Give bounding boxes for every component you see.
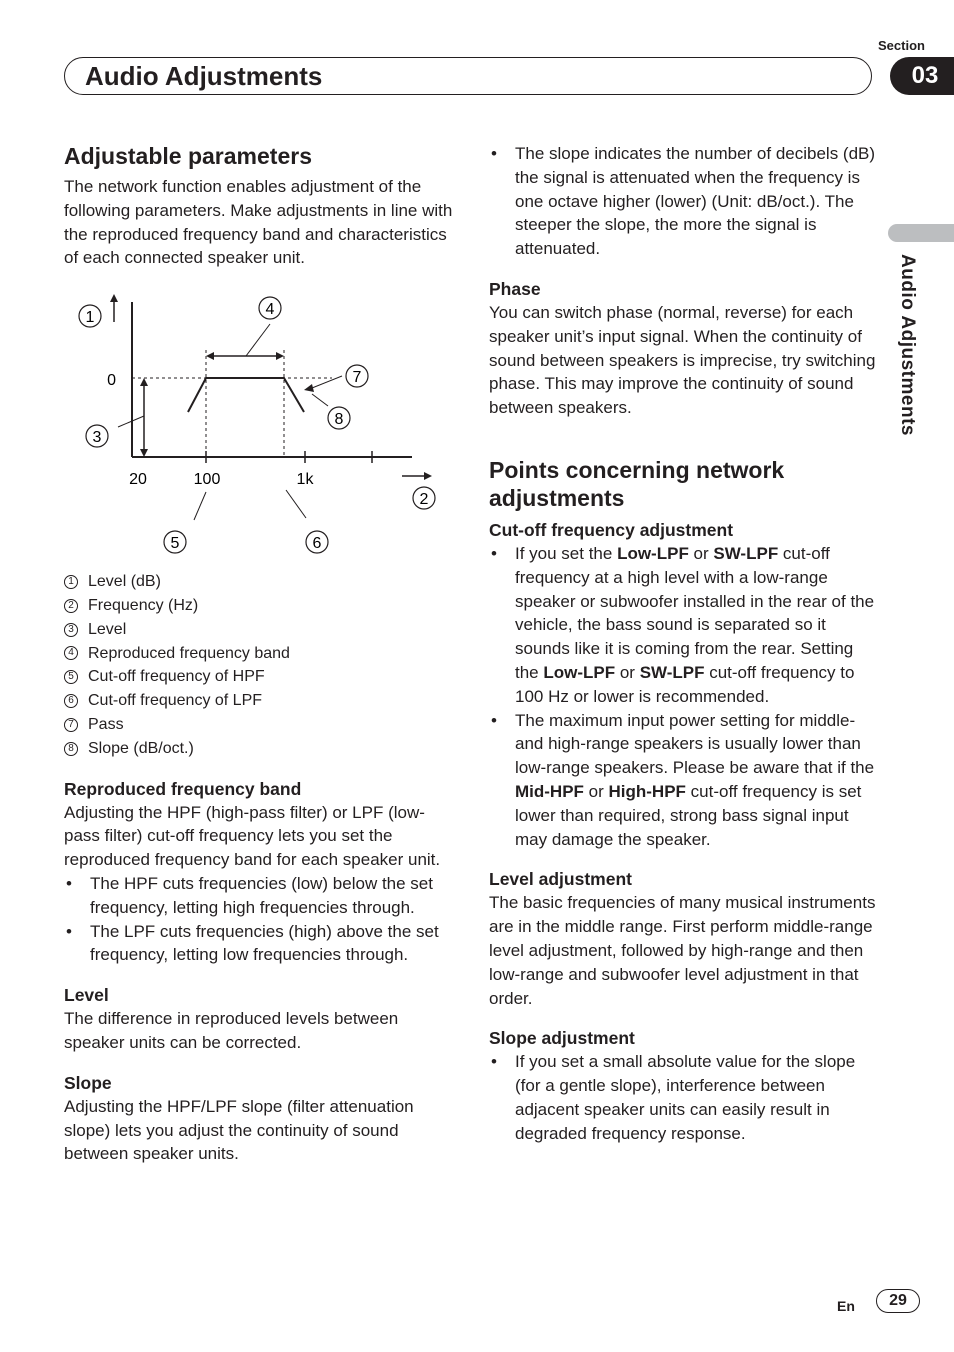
svg-text:1: 1: [85, 309, 95, 327]
svg-text:3: 3: [92, 429, 102, 447]
callout-7: [346, 365, 368, 387]
right-column: [489, 142, 879, 1146]
section-number-badge: 03: [890, 57, 954, 95]
slope-note-bullets: [489, 142, 879, 261]
heading-reproduced-frequency-band: Reproduced frequency band: [64, 778, 302, 799]
callout-1: [79, 305, 101, 327]
freq-tick-label: 1k: [296, 471, 314, 489]
svg-text:5: 5: [170, 535, 180, 553]
heading-slope: Slope: [64, 1072, 112, 1093]
list-item: • The LPF cuts frequencies (high) above the set frequency, letting low frequencies through.: [64, 920, 454, 968]
heading-slope-adjustment: Slope adjustment: [489, 1028, 635, 1049]
callout-3: [86, 425, 108, 447]
list-item: • The maximum input power setting for middle- and high-range speakers is usually lower than low-range speakers. Please be aware that if the Mid-HPF or High-HPF cut-off frequency is set lower than required, strong bass signal input may damage the speaker.: [489, 709, 879, 852]
svg-text:8: 8: [334, 411, 344, 429]
legend-item: 5 Cut-off frequency of HPF: [64, 665, 454, 689]
heading-cutoff-adjustment: Cut-off frequency adjustment: [489, 519, 734, 540]
list-item: • The slope indicates the number of decibels (dB) the signal is attenuated when the frequency is one octave higher (lower) (Unit: dB/oct.). The steeper the slope, the more the signal is attenuated.: [489, 142, 879, 261]
list-item: • If you set a small absolute value for the slope (for a gentle slope), interference between adjacent speaker units can easily result in degraded frequency response.: [489, 1050, 879, 1145]
freq-tick-label: 20: [129, 471, 147, 489]
rfb-paragraph: Adjusting the HPF (high-pass filter) or LPF (low-pass filter) cut-off frequency lets you set the reproduced frequency band for each speaker unit.: [64, 802, 441, 870]
legend-item: 1 Level (dB): [64, 570, 454, 594]
level-zero-label: 0: [107, 372, 116, 390]
legend-item: 7 Pass: [64, 713, 454, 737]
heading-points-network-adjustments: Points concerning network adjustments: [489, 456, 785, 511]
svg-text:4: 4: [265, 301, 275, 319]
slope-paragraph: Adjusting the HPF/LPF slope (filter attenuation slope) lets you adjust the continuity of sound between speaker units.: [64, 1096, 414, 1164]
heading-adjustable-parameters: Adjustable parameters: [64, 143, 312, 169]
level-adjustment-paragraph: The basic frequencies of many musical instruments are in the middle range. First perform middle-range level adjustment, followed by high-range and then low-range and subwoofer level adjustment in that order.: [489, 893, 876, 1008]
left-column: [64, 142, 454, 1166]
legend-item: 2 Frequency (Hz): [64, 594, 454, 618]
cutoff-bullets: [489, 542, 879, 851]
phase-paragraph: You can switch phase (normal, reverse) for each speaker unit’s input signal. When the continuity of sound between speakers is imprecise, try switching phase. This may improve the continuity of sound between speakers.: [489, 302, 876, 418]
legend-item: 6 Cut-off frequency of LPF: [64, 689, 454, 713]
freq-tick-label: 100: [193, 471, 221, 489]
callout-8: [328, 407, 350, 429]
intro-paragraph: The network function enables adjustment of the following parameters. Make adjustments in line with the reproduced frequency band and characteristics of each connected speaker unit.: [64, 177, 453, 268]
list-item: • The HPF cuts frequencies (low) below the set frequency, letting high frequencies through.: [64, 872, 454, 920]
page-title: Audio Adjustments: [85, 61, 323, 91]
filter-response-diagram: [64, 280, 454, 570]
svg-text:6: 6: [312, 535, 322, 553]
section-label: Section: [878, 38, 925, 53]
callout-4: [259, 297, 281, 319]
heading-phase: Phase: [489, 278, 541, 299]
legend-item: 3 Level: [64, 618, 454, 642]
list-item: • If you set the Low-LPF or SW-LPF cut-off frequency at a high level with a low-range speaker or subwoofer installed in the rear of the vehicle, the bass sound is separated so it sounds like it is coming from the rear. Setting the Low-LPF or SW-LPF cut-off frequency to 100 Hz or lower is recommended.: [489, 542, 879, 709]
side-tab-label: Audio Adjustments: [897, 254, 918, 436]
rfb-bullets: [64, 872, 454, 967]
callout-6: [306, 531, 328, 553]
svg-text:7: 7: [352, 369, 362, 387]
legend-item: 4 Reproduced frequency band: [64, 642, 454, 666]
language-label: En: [837, 1298, 855, 1314]
page-number: 29: [876, 1289, 920, 1313]
level-paragraph: The difference in reproduced levels between speaker units can be corrected.: [64, 1009, 399, 1052]
svg-text:2: 2: [419, 491, 429, 509]
legend-item: 8 Slope (dB/oct.): [64, 737, 454, 761]
callout-5: [164, 531, 186, 553]
heading-level-adjustment: Level adjustment: [489, 869, 632, 890]
callout-2: [413, 487, 435, 509]
slope-adjustment-bullets: [489, 1050, 879, 1145]
heading-level: Level: [64, 985, 109, 1006]
diagram-legend: [64, 570, 454, 760]
side-tab-marker: [888, 224, 954, 242]
